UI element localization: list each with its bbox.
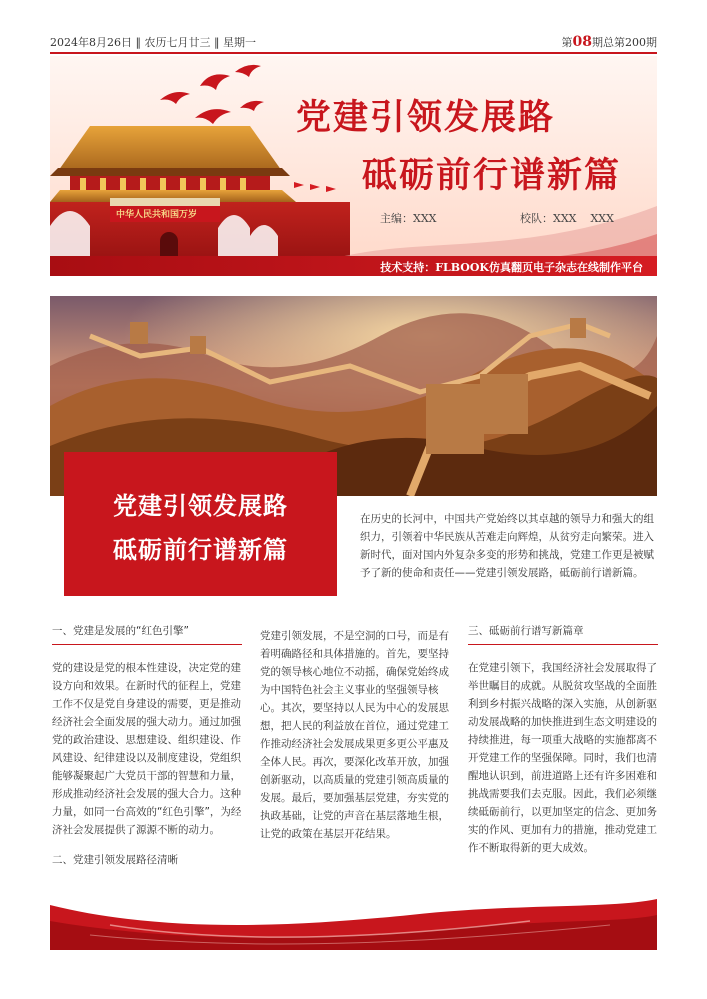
issue-number: 第08期总第200期 — [561, 34, 657, 50]
proofreader-credit: 校队：XXX XXX — [520, 212, 614, 225]
section-3-underline — [468, 644, 658, 645]
section-3-body: 在党建引领下，我国经济社会发展取得了举世瞩目的成就。从脱贫攻坚战的全面胜利到乡村振兴战略的深入实施，从创新驱动发展战略的加快推进到生态文明建设的持续推进，每一项重大战略的实施都离不开党建工作的坚强保障。同时，我们也清醒地认识到，前进道路上还有许多困难和挑战需要我们去克服。因此，我们必须继续砥砺前行，以更加坚定的信念、更加务实的作风、更加有力的措施，推动党建工作不断取得新的更大成效。 — [468, 662, 657, 854]
column-3 — [468, 622, 658, 857]
issue-no: 08 — [572, 34, 592, 50]
feature-intro: 在历史的长河中，中国共产党始终以其卓越的领导力和强大的组织力，引领着中华民族从苦难走向辉煌，从贫穷走向繁荣。进入新时代，面对国内外复杂多变的形势和挑战，党建工作更是被赋予了新的使命和责任——党建引领发展路，砥砺前行谱新篇。 — [360, 513, 654, 579]
section-1-underline — [52, 644, 242, 645]
section-1-heading: 一、党建是发展的“红色引擎” — [52, 625, 189, 637]
tech-support-banner — [50, 256, 657, 276]
feature-title-box — [64, 452, 337, 596]
top-rule — [50, 52, 657, 54]
section-2-body: 党建引领发展，不是空洞的口号，而是有着明确路径和具体措施的。首先，要坚持党的领导核心地位不动摇，确保党始终成为中国特色社会主义事业的坚强领导核心。其次，要坚持以人民为中心的发展思想，把人民的利益放在首位，通过党建工作推动经济社会发展成果更多更公平惠及全体人民。再次，要深化改革开放，加强创新驱动，以高质量的党建引领高质量的发展。最后，要加强基层党建，夯实党的执政基础，让党的声音在基层落地生根，让党的政策在基层开花结果。 — [260, 630, 449, 840]
section-1-body: 党的建设是党的根本性建设，决定党的建设方向和效果。在新时代的征程上，党建工作不仅是党自身建设的需要，更是推动经济社会全面发展的强大动力。通过加强党的政治建设、思想建设、组织建设、作风建设、纪律建设以及制度建设，党组织能够凝聚起广大党员干部的智慧和力量，形成推动经济社会发展的强大合力。这种力量，如同一台高效的“红色引擎”，为经济社会发展提供了源源不断的动力。 — [52, 662, 242, 836]
date-issue-line — [50, 34, 657, 52]
column-1 — [52, 622, 242, 869]
section-3-heading: 三、砥砺前行谱写新篇章 — [468, 625, 584, 637]
feature-title-1: 党建引领发展路 — [113, 491, 288, 520]
footer-ribbon — [50, 895, 657, 950]
footer-wave — [50, 895, 657, 950]
gate-sign: 中华人民共和国万岁 — [116, 210, 198, 220]
date-line: 2024年8月26日 ‖ 农历七月廿三 ‖ 星期一 — [50, 36, 256, 49]
masthead — [50, 56, 657, 276]
feature-title-2: 砥砺前行谱新篇 — [113, 535, 288, 564]
tech-support-text: 技术支持：FLBOOK仿真翻页电子杂志在线制作平台 — [380, 261, 643, 274]
editor-credit: 主编：XXX — [380, 212, 437, 225]
section-2-heading: 二、党建引领发展路径清晰 — [52, 854, 178, 866]
column-2 — [260, 627, 450, 843]
masthead-title-1: 党建引领发展路 — [296, 97, 556, 138]
masthead-title-2: 砥砺前行谱新篇 — [362, 155, 622, 196]
